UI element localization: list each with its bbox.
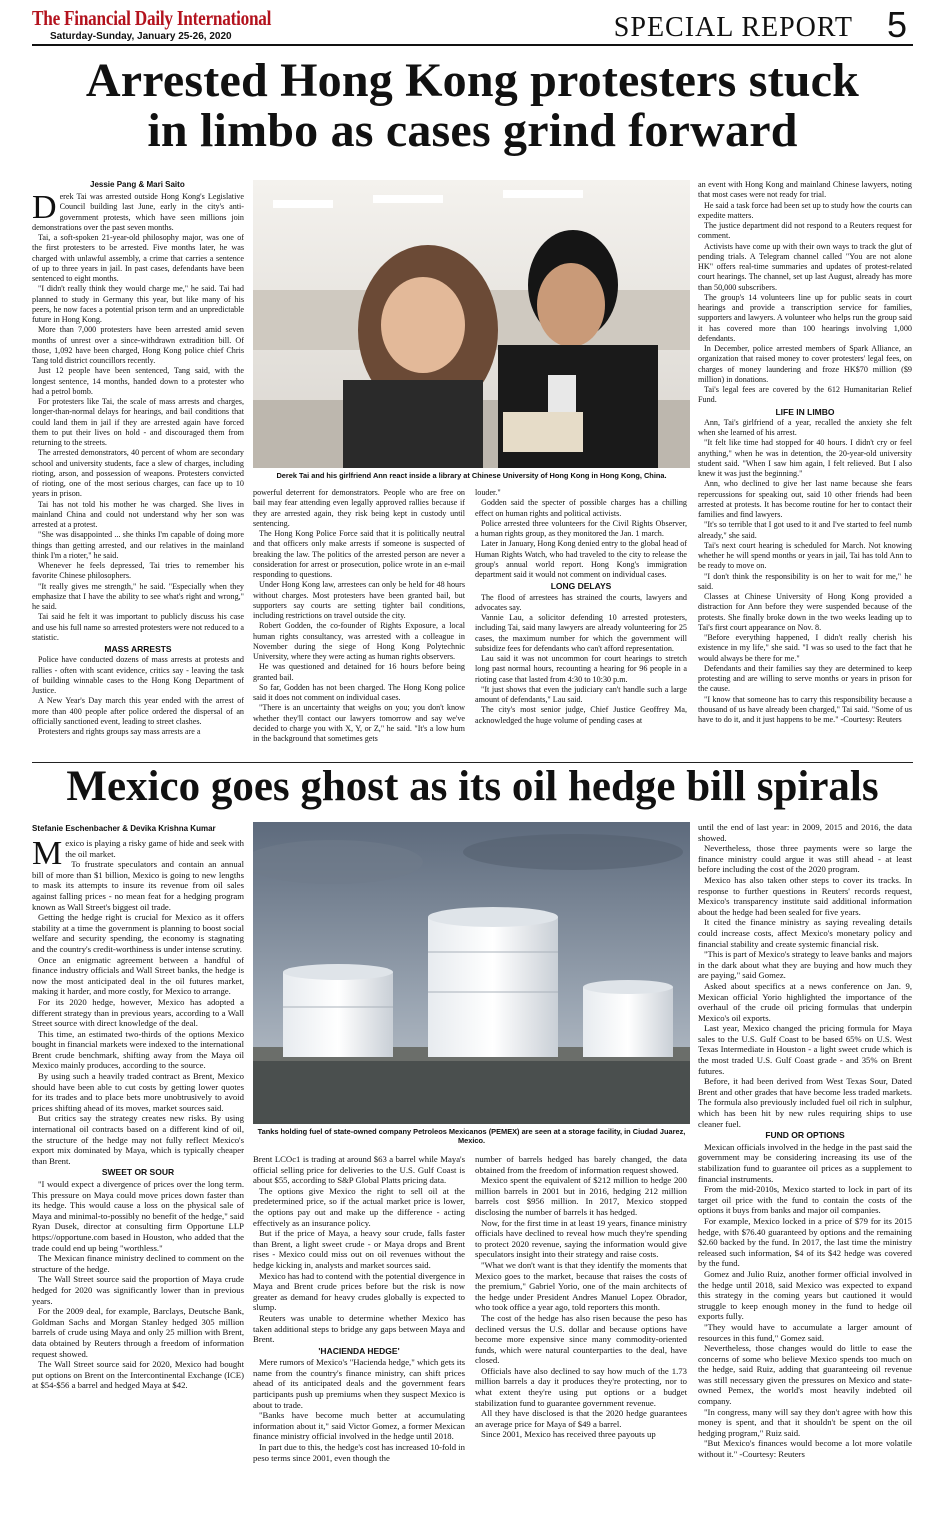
paragraph: "There is an uncertainty that weighs on you; you don't know whether they'll contact our lawyers tomorrow and say we've decided to charge you with X, Y, or Z," he said. "It's a low hum in the background that sometimes gets (253, 703, 465, 743)
subheading: FUND OR OPTIONS (765, 1130, 845, 1141)
paragraph: Classes at Chinese University of Hong Kong provided a distraction for Ann before they were suspended because of the protests. She finally broke down in the two weeks leading up to Tai's first court appearance on Nov. 8. (698, 592, 912, 632)
paragraph: Police have conducted dozens of mass arrests at protests and rallies - often with scant evidence, critics say - leaving the task of building winnable cases to the Hong Kong Department of Justice. (32, 655, 244, 695)
paragraph: "In congress, many will say they don't agree with how this money is spent, and that it shouldn't be spent on the oil hedging program," Ruiz said. (698, 1406, 912, 1438)
paragraph: Tai has not told his mother he was charged. She lives in mainland China and could not understand why her son was arrested at a protest. (32, 499, 244, 529)
paragraph: Vannie Lau, a solicitor defending 10 arrested protesters, including Tai, said many lawyers are already volunteering for 25 cases, the maximum number for which the government will subsidize fees for defendants who can't afford representation. (475, 613, 687, 653)
subheading: MASS ARRESTS (104, 644, 172, 654)
paragraph: More than 7,000 protesters have been arrested amid seven months of unrest over a since-withdrawn extradition bill. Of those, 1,092 have been charged, Hong Kong police chief Chris Tang told district councillors recently. (32, 325, 244, 365)
paragraph: "Banks have become much better at accumulating information about it," said Victor Gomez, a former Mexican finance ministry official involved in the hedge until 2018. (253, 1410, 465, 1442)
paragraph: To frustrate speculators and contain an annual bill of more than $1 billion, Mexico is going to new lengths to mask its attempts to insure its revenue from oil sales against falling prices - no mean feat for a hedging program known as Wall Street's biggest oil trade. (32, 859, 244, 912)
paragraph: Mere rumors of Mexico's "Hacienda hedge," which gets its name from the country's finance ministry, can shift prices ahead of its anticipated deals and the government fears participants push up premiums when they suspect Mexico is about to trade. (253, 1357, 465, 1410)
paragraph: In part due to this, the hedge's cost has increased 10-fold in peso terms since 2001, even though the (253, 1442, 465, 1463)
paragraph: Later in January, Hong Kong denied entry to the global head of Human Rights Watch, who had traveled to the city to release the group's annual world report. Hong Kong's immigration department said it would not comment on individual cases. (475, 539, 687, 579)
paragraph: Now, for the first time in at least 19 years, finance ministry officials have declined to reveal how much they're spending to protect 2020 revenue, saying the information would give speculators insight into their strategy and raise costs. (475, 1217, 687, 1260)
library-photo-illustration (253, 180, 690, 468)
section-label: SPECIAL REPORT (613, 12, 853, 43)
paragraph: For example, Mexico locked in a price of $79 for its 2015 hedge, with $76.40 guaranteed by options and the remaining $2.60 backed by the fund. In 2017, the last time the ministry released such information, $4 of its $42 hedge was covered by the fund. (698, 1215, 912, 1269)
paragraph: All they have disclosed is that the 2020 hedge guarantees an average price for Maya of $49 a barrel. (475, 1408, 687, 1429)
paragraph: Brent LCOc1 is trading at around $63 a barrel while Maya's official selling price for deliveries to the U.S. Gulf Coast is about $55, according to S&P Global Platts pricing data. (253, 1154, 465, 1186)
paragraph: "It felt like time had stopped for 40 hours. I didn't cry or feel anything," when he was in detention, the 20-year-old university student said. "When I saw him again, I felt relieved. But I also knew it was just the beginning." (698, 438, 912, 478)
paragraph: Just 12 people have been sentenced, Tang said, with the longest sentence, 14 months, handed down to a protester who had a petrol bomb. (32, 366, 244, 396)
paper-name: The Financial Daily International (32, 6, 272, 30)
paragraph: This time, an estimated two-thirds of the options Mexico bought in financial markets were indexed to the international Brent crude benchmark, shifting away from the Maya oil Mexico mainly produces, according to the source. (32, 1028, 244, 1071)
paragraph: until the end of last year: in 2009, 2015 and 2016, the data showed. (698, 822, 912, 843)
paragraph: The flood of arrestees has strained the courts, lawyers and advocates say. (475, 592, 687, 612)
paragraph: Officials have also declined to say how much of the 1.73 million barrels a day it produces they're protecting, nor to what extent they're using put options or a budget stabilization fund to guarantee government revenue. (475, 1365, 687, 1408)
story1-headline-line2: in limbo as cases grind forward (147, 104, 798, 158)
story1-column-4 (698, 180, 912, 760)
paragraph: "What we don't want is that they identify the moments that Mexico goes to the market, because that raises the costs of the premium," Gabriel Yorio, one of the main architects of the hedge under President Andres Manuel Lopez Obrador, who took office a year ago, told reporters this month. (475, 1259, 687, 1313)
story2-photo-caption: Tanks holding fuel of state-owned company Petroleos Mexicanos (PEMEX) are seen at a storage facility, in Ciudad Juarez, Mexico. (257, 1127, 686, 1145)
paragraph: Gomez and Julio Ruiz, another former official involved in the hedge until 2018, said Mexico was expected to expand this strategy in the coming years but cautioned it would struggle to keep enough money in the fund to hedge oil exports fully. (698, 1268, 912, 1322)
paragraph: Reuters was unable to determine whether Mexico has taken additional steps to bridge any gaps between Maya and Brent. (253, 1312, 465, 1345)
paragraph: Robert Godden, the co-founder of Rights Exposure, a local human rights consultancy, was arrested with a colleague in November during the siege of Hong Kong Polytechnic University, where they were acting as human rights observers. (253, 621, 465, 661)
page-number: 5 (886, 4, 907, 45)
paragraph: Nevertheless, those three payments were so large the finance ministry could argue it was still ahead - at least before including the cost of the 2020 program. (698, 843, 912, 875)
story2-headline: Mexico goes ghost as its oil hedge bill spirals (66, 763, 879, 810)
subheading: LONG DELAYS (550, 581, 612, 592)
paragraph: Tai's next court hearing is scheduled for March. Not knowing whether he will spend months or years in jail, Tai has told Ann to be ready to move on. (698, 540, 912, 571)
story1-photo (253, 180, 690, 468)
paragraph: The group's 14 volunteers line up for public seats in court hearings and provide a transcription service for families, supporters and lawyers. A volunteer who helps run the group said it has covered more than 100 hearings involving 1,000 defendants. (698, 292, 912, 343)
paragraph: Mexico has also taken other steps to cover its tracks. In response to further questions in Reuters' records request, Mexico's transparency institute said additional information about the hedge had been sealed for five years. (698, 874, 912, 917)
paragraph: He said a task force had been set up to study how the courts can expedite matters. (698, 200, 912, 220)
paragraph: "It's so terrible that I got used to it and I've started to feel numb already," she said. (698, 520, 912, 540)
paragraph: The options give Mexico the right to sell oil at the predetermined price, so if the actual market price is lower, the options pay out and make up the difference - acting effectively as an insurance policy. (253, 1185, 465, 1228)
paragraph: By using such a heavily traded contract as Brent, Mexico should have been able to cut costs by getting lower quotes for its trades and to place bets more unobtrusively to avoid prices shifting ahead of its moves, market sources said. (32, 1071, 244, 1113)
paragraph: "Before everything happened, I didn't really cherish his existence in my life," she said. "I was so used to the fact that he would always be there for me." (698, 633, 912, 663)
paragraph: "I would expect a divergence of prices over the long term. This pressure on Maya could move prices down faster than its hedge. This would cause a loss on the physical sale of Maya and minimal-to-possibly no benefit of the hedge," said Ryan Dusek, director at consulting firm Opportune LLP https://opportune.com based in Houston, who added that the trade could end up being "worthless." (32, 1179, 244, 1253)
paragraph: In December, police arrested members of Spark Alliance, an organization that raised money to cover protesters' legal fees, on charges of money laundering and froze HK$70 million ($9 million) in donations. (698, 344, 912, 384)
paragraph: "I didn't really think they would charge me," he said. Tai had planned to study in Germany this year, but like many of his peers, he now faces a potential prison term and an unpredictable future in Hong Kong. (32, 284, 244, 324)
dropcap: D (32, 192, 57, 226)
paragraph: For protesters like Tai, the scale of mass arrests and charges, longer-than-normal delays for hearings, and bail conditions that could land them in jail if they are arrested again have forced them to put their lives on hold - and discouraged them from returning to the streets. (32, 397, 244, 447)
subheading: 'HACIENDA HEDGE' (318, 1345, 400, 1356)
issue-date: Saturday-Sunday, January 25-26, 2020 (50, 31, 232, 42)
story2-byline: Stefanie Eschenbacher & Devika Krishna Kumar (32, 824, 216, 833)
paragraph: The Wall Street source said the proportion of Maya crude hedged for 2020 was significantly lower than in previous years. (32, 1274, 244, 1306)
paragraph: Tai, a soft-spoken 21-year-old philosophy major, was one of the first protesters to be arrested. Five months later, he was charged with unlawful assembly, a crime that carries a sentence of up to three years in jail. In past cases, defendants have been sentenced to eight months. (32, 233, 244, 283)
paragraph: From the mid-2010s, Mexico started to lock in part of its target oil price with the fund to contain the costs of the options it buys from banks and major oil companies. (698, 1184, 912, 1216)
paragraph: Ann, Tai's girlfriend of a year, recalled the anxiety she felt when she learned of his arrest. (698, 417, 912, 437)
paragraph: exico is playing a risky game of hide and seek with the oil market. (65, 838, 244, 859)
paragraph: Nevertheless, those changes would do little to ease the concerns of some who believe Mexico spends too much on the hedge, said Ruiz, adding that guaranteeing oil revenue was still necessary given the pressures on Mexico and state-owned Pemex, the world's most heavily indebted oil company. (698, 1343, 912, 1407)
paragraph: Tai's legal fees are covered by the 612 Humanitarian Relief Fund. (698, 385, 912, 405)
paragraph: Mexico has had to contend with the potential divergence in Maya and Brent crude prices before but the risk is now greater as demand for heavy crudes globally is expected to slump. (253, 1270, 465, 1313)
paragraph: Tai said he felt it was important to publicly discuss his case and use his full name so arrested protesters were not reduced to a statistic. (32, 612, 244, 642)
oil-tanks-photo-illustration (253, 822, 690, 1124)
story1-column-3 (475, 488, 687, 760)
paragraph: The cost of the hedge has also risen because the peso has declined versus the U.S. dollar and because options have become more expensive since many commodity-oriented funds, which were natural counterparties to the deal, have closed. (475, 1312, 687, 1366)
paragraph: The Mexican finance ministry declined to comment on the structure of the hedge. (32, 1253, 244, 1274)
story1-column-1 (32, 192, 244, 760)
paragraph: "But Mexico's finances would become a lot more volatile without it." -Courtesy: Reuters (698, 1438, 912, 1460)
paragraph: an event with Hong Kong and mainland Chinese lawyers, noting that most cases were not ready for trial. (698, 180, 912, 200)
story2-column-2 (253, 1154, 465, 1514)
paragraph: Ann, who declined to give her last name because she fears repercussions for speaking out, said 10 other friends had been arrested at protests. It has become routine for her to contact their families and find lawyers. (698, 479, 912, 519)
paragraph: Godden said the specter of possible charges has a chilling effect on human rights and political activists. (475, 498, 687, 518)
paragraph: A New Year's Day march this year ended with the arrest of more than 400 people after police ordered the dispersal of an officially sanctioned event, leading to street clashes. (32, 696, 244, 726)
paragraph: It cited the finance ministry as saying revealing details could increase costs, affect Mexico's monetary policy and financial stability and create systemic financial risk. (698, 917, 912, 949)
paragraph: Lau said it was not uncommon for court hearings to stretch long past normal hours, recounting a hearing for 96 people in a rioting case that lasted from 4:30 to 10:30 p.m. (475, 654, 687, 684)
paragraph: "This is part of Mexico's strategy to leave banks and majors in the dark about what they are buying and how much they are paying," said Gomez. (698, 949, 912, 981)
paragraph: For its 2020 hedge, however, Mexico has adopted a different strategy than in previous years, according to a Wall Street source with direct knowledge of the deal. (32, 996, 244, 1029)
story1-headline-line1: Arrested Hong Kong protesters stuck (85, 54, 860, 107)
paragraph: The Wall Street source said for 2020, Mexico had bought put options on Brent on the Intercontinental Exchange (ICE) at $54-$56 a barrel and hedged Maya at $42. (32, 1359, 244, 1391)
paragraph: The Hong Kong Police Force said that it is politically neutral and that officers only make arrests if someone is suspected of breaking the law. The politics of the arrested person are never a consideration for arrest or prosecution, police wrote in an e-mail responding to questions. (253, 529, 465, 579)
paragraph: Last year, Mexico changed the pricing formula for Maya sales to the U.S. Gulf Coast to be based 65% on U.S. West Texas Intermediate in Houston - a light sweet crude which is the most traded U.S. Gulf Coast grade - and 35% on Brent futures. (698, 1023, 912, 1076)
story2-column-4 (698, 822, 912, 1514)
paragraph: Mexico spent the equivalent of $212 million to hedge 200 million barrels in 2001 but in 2016, hedging 212 million barrels cost $956 million. In 2017, Mexico stopped disclosing the number of barrels it has hedged. (475, 1175, 687, 1217)
paragraph: Police arrested three volunteers for the Civil Rights Observer, a human rights group, as they monitored the Jan. 1 march. (475, 518, 687, 538)
story1-headline (32, 56, 913, 157)
paragraph: Mexican officials involved in the hedge in the past said the government may be considering increasing its use of the stabilization fund to guarantee oil prices as a supplement to financial instruments. (698, 1141, 912, 1184)
paragraph: louder." (475, 488, 501, 497)
paragraph: number of barrels hedged has barely changed, the data obtained from the freedom of information request showed. (475, 1154, 687, 1175)
paragraph: Getting the hedge right is crucial for Mexico as it offers stability at a time the government is planning to boost social welfare and security spending, the economy is stagnating and the country's credit-worthiness is under intense scrutiny. (32, 912, 244, 954)
paragraph: "She was disappointed ... she thinks I'm capable of doing more things than getting arrested, and our relatives in the mainland think I'm a rioter," he said. (32, 530, 244, 560)
paragraph: So far, Godden has not been charged. The Hong Kong police said it does not comment on individual cases. (253, 682, 465, 702)
story2-column-3 (475, 1154, 687, 1514)
paragraph: "I don't think the responsibility is on her to wait for me," he said. (698, 571, 912, 591)
paragraph: The city's most senior judge, Chief Justice Geoffrey Ma, acknowledged the huge volume of pending cases at (475, 705, 687, 725)
paragraph: Under Hong Kong law, arrestees can only be held for 48 hours without charges. Most protesters have been granted bail, but supporters say courts are setting tighter bail conditions, including restrictions on travel outside the city. (253, 580, 465, 620)
paragraph: powerful deterrent for demonstrators. People who are free on bail may fear attending even legally approved rallies because if they are arrested again, they risk being kept in custody until sentencing. (253, 488, 465, 528)
dropcap: M (32, 838, 63, 872)
paragraph: But if the price of Maya, a heavy sour crude, falls faster than Brent, a light sweet crude - or Maya drops and Brent rises - Mexico could miss out on oil revenues without the hedge kicking in, analysts and market sources said. (253, 1228, 465, 1270)
subheading: LIFE IN LIMBO (775, 406, 835, 417)
paragraph: Whenever he feels depressed, Tai tries to remember his favorite Chinese philosophers. (32, 561, 244, 581)
story2-photo (253, 822, 690, 1124)
paragraph: For the 2009 deal, for example, Barclays, Deutsche Bank, Goldman Sachs and Morgan Stanley hedged 305 million barrels of crude using Maya and only 25 million with Brent, data obtained by Reuters through a freedom of information request showed. (32, 1306, 244, 1359)
paragraph: "I know that someone has to carry this responsibility because a thousand of us have already been charged," Tai said. "Some of us have to do it, and it just happens to be me." -Courtesy: Reuters (698, 694, 912, 724)
paragraph: Once an enigmatic agreement between a handful of finance industry officials and Wall Street banks, the hedge is now the most anticipated deal in the oil futures market, making it harder, and more costly, for Mexico to arrange. (32, 954, 244, 997)
story2-column-1 (32, 838, 244, 1514)
paragraph: "It really gives me strength," he said. "Especially when they emphasize that I have the ability to see what's right and wrong," he said. (32, 581, 244, 611)
story1-photo-caption: Derek Tai and his girlfriend Ann react inside a library at Chinese University of Hong Kong in Hong Kong, China. (276, 471, 667, 480)
paragraph: Since 2001, Mexico has received three payouts up (481, 1429, 656, 1440)
story1-byline: Jessie Pang & Mari Saito (90, 180, 185, 189)
paragraph: Activists have come up with their own ways to track the glut of pending trials. A Telegram channel called "You are not alone HK" offers real-time summaries and updates of protest-related court hearings. The channel, set up last August, already has more than 50,000 subscribers. (698, 241, 912, 292)
paragraph: The justice department did not respond to a Reuters request for comment. (698, 221, 912, 241)
paragraph: "They would have to accumulate a larger amount of resources in this fund," Gomez said. (698, 1321, 912, 1343)
paragraph: Before, it had been derived from West Texas Sour, Dated Brent and other grades that have become less traded markets. The formula also previously included fuel oil rich in sulphur, which has been hit by new rules requiring ships to use cleaner fuel. (698, 1076, 912, 1129)
paragraph: Asked about specifics at a news conference on Jan. 9, Mexican official Yorio highlighted the importance of the overhaul of the crude oil pricing formulas that underpin Mexico's oil exports. (698, 980, 912, 1023)
story1-column-2 (253, 488, 465, 760)
paragraph: "It just shows that even the judiciary can't handle such a large amount of defendants," Lau said. (475, 684, 687, 704)
paragraph: He was questioned and detained for 16 hours before being granted bail. (253, 662, 465, 682)
subheading: SWEET OR SOUR (101, 1167, 175, 1178)
paragraph: But critics say the strategy creates new risks. By using international oil contracts based on a different kind of oil, the structure of the hedge may not fully reflect Mexico's export mix dominated by Maya, which is typically cheaper than Brent. (32, 1113, 244, 1166)
paragraph: The arrested demonstrators, 40 percent of whom are secondary school and university students, face a slew of charges, including rioting, arson, and possession of weapons. Protesters convicted of rioting, one of the most serious charges, can face up to 10 years in prison. (32, 448, 244, 499)
paragraph: erek Tai was arrested outside Hong Kong's Legislative Council building last June, early in the city's anti-government protests, which have seen millions join demonstrations over the past seven months. (32, 192, 244, 232)
paragraph: Defendants and their families say they are determined to keep protesting and are willing to serve months or years in prison for the cause. (698, 663, 912, 694)
paragraph: Protesters and rights groups say mass arrests are a (38, 727, 201, 736)
masthead (32, 6, 913, 46)
